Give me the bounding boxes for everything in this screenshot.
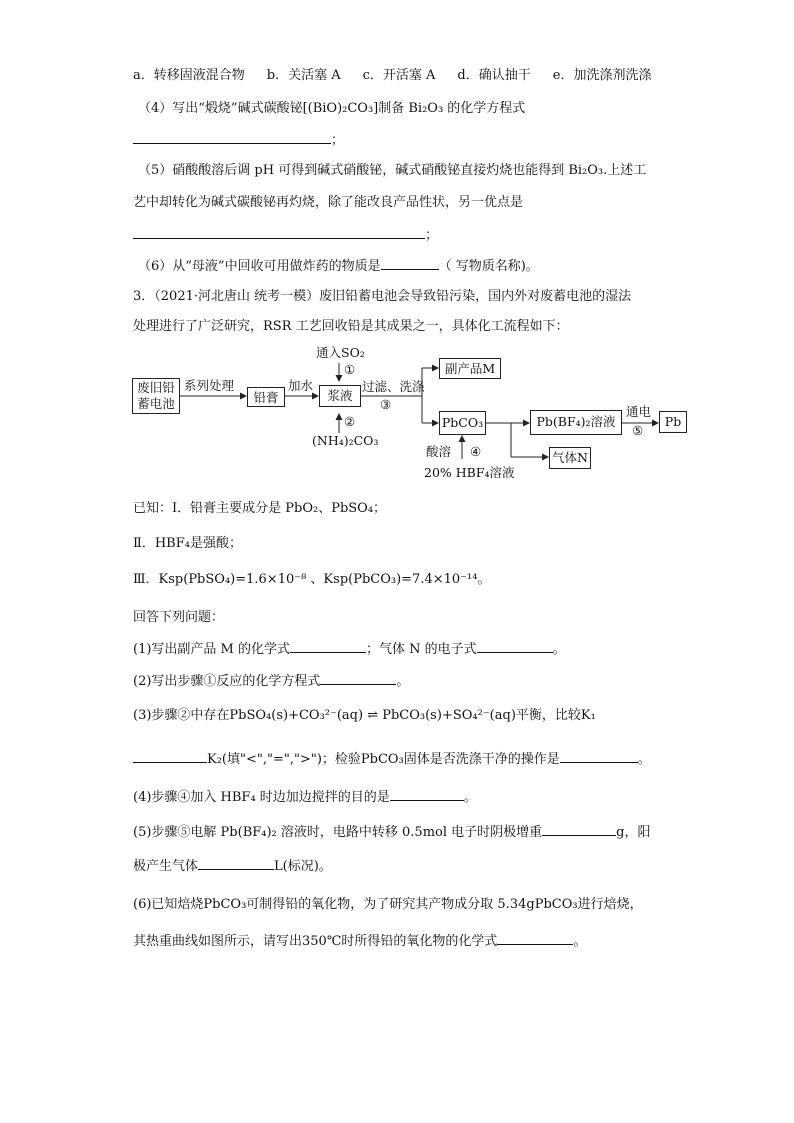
box-waste-battery: 废旧铅 蓄电池 — [132, 378, 180, 414]
s1-blank-formula[interactable] — [290, 640, 366, 653]
s4-blank[interactable] — [390, 788, 464, 801]
option-e: e．加洗涤剂洗涤 — [552, 68, 652, 83]
problem3-line2: 处理进行了广泛研究，RSR 工艺回收铅是其成果之一，具体化工流程如下： — [133, 319, 569, 334]
options-row — [133, 67, 651, 85]
s1-blank-electron[interactable] — [477, 640, 553, 653]
box-pb-bf4-solution: Pb(BF₄)₂溶液 — [530, 410, 622, 435]
label-step3: ③ — [380, 397, 392, 412]
label-step4: ④ — [470, 444, 482, 459]
q6-line: （6）从“母液”中回收可用做炸药的物质是 （ 写物质名称)。 — [138, 259, 539, 274]
sub-q5-line2: 极产生气体 L(标况)。 — [133, 859, 332, 874]
option-a: a．转移固液混合物 — [133, 68, 245, 83]
label-series-treatment: 系列处理 — [184, 378, 235, 393]
q5-line2: 艺中却转化为碱式碳酸铋再灼烧，除了能改良产品性状，另一优点是 — [133, 195, 524, 210]
sub-q2: (2)写出步骤①反应的化学方程式 。 — [133, 674, 410, 689]
box-pb: Pb — [659, 411, 687, 433]
label-electrify: 通电 — [626, 404, 652, 419]
s2-blank[interactable] — [320, 672, 396, 685]
label-step1: ① — [344, 362, 356, 377]
label-filter-wash: 过滤、洗涤 — [362, 379, 425, 394]
sub-q3-line2: K₂(填"<","=",">")；检验PbCO₃固体是否洗涤干净的操作是 。 — [133, 750, 651, 769]
s6-blank[interactable] — [497, 932, 573, 945]
sub-q3-line1: (3)步骤②中存在PbSO₄(s)+CO₃²⁻(aq) ⇌ PbCO₃(s)+SO₄²⁻(aq)平衡，比较K₁ — [133, 708, 596, 723]
sub-q6-line2: 其热重曲线如图所示，请写出350℃时所得铅的氧化物的化学式 。 — [133, 934, 587, 949]
label-ammonium-carbonate: (NH₄)₂CO₃ — [312, 433, 379, 448]
known-ii: Ⅱ．HBF₄是强酸； — [133, 536, 242, 551]
label-step2: ② — [344, 414, 356, 429]
label-hbf4-solution: 20% HBF₄溶液 — [424, 465, 515, 480]
q5-blank[interactable] — [133, 226, 425, 239]
q4-blank[interactable] — [133, 131, 331, 144]
sub-q4: (4)步骤④加入 HBF₄ 时边加边搅拌的目的是 。 — [133, 790, 477, 805]
label-so2: 通入SO₂ — [316, 345, 365, 360]
problem3-line1: 3．（2021·河北唐山 统考一模）废旧铅蓄电池会导致铅污染，国内外对废蓄电池的湿法 — [133, 289, 632, 304]
s3-blank-operation[interactable] — [560, 750, 638, 763]
s5-blank-mass[interactable] — [542, 823, 616, 836]
s3-blank-compare[interactable] — [133, 750, 207, 763]
sub-q6-line1: (6)已知焙烧PbCO₃可制得铅的氧化物，为了研究其产物成分取 5.34gPbCO₃进行焙烧， — [133, 897, 643, 912]
process-flowchart — [130, 343, 690, 488]
q4-answer-line: ； — [133, 131, 344, 150]
q4-text: （4）写出“煅烧”碱式碳酸铋[(BiO)₂CO₃]制备 Bi₂O₃ 的化学方程式 — [138, 101, 526, 116]
s5-blank-volume[interactable] — [198, 857, 274, 870]
option-d: d．确认抽干 — [457, 68, 531, 83]
known-i: 已知：Ⅰ．铅膏主要成分是 PbO₂、PbSO₄； — [133, 501, 387, 516]
q6-blank[interactable] — [381, 257, 439, 270]
label-acid-dissolve: 酸溶 — [426, 444, 452, 459]
box-slurry: 浆液 — [319, 385, 361, 407]
box-gas-n: 气体N — [549, 447, 591, 469]
q5-answer-line: ； — [133, 226, 438, 245]
q5-line1: （5）硝酸酸溶后调 pH 可得到碱式硝酸铋，碱式硝酸铋直接灼烧也能得到 Bi₂O₃.上述工 — [138, 163, 647, 178]
sub-q5-line1: (5)步骤⑤电解 Pb(BF₄)₂ 溶液时，电路中转移 0.5mol 电子时阴极增重 g，阳 — [133, 825, 651, 840]
box-byproduct-m: 副产品M — [439, 358, 501, 379]
sub-q1: (1)写出副产品 M 的化学式 ；气体 N 的电子式 。 — [133, 642, 566, 657]
known-iii: Ⅲ．Ksp(PbSO₄)=1.6×10⁻⁸ 、Ksp(PbCO₃)=7.4×10⁻¹⁴。 — [133, 572, 491, 587]
box-lead-paste: 铅膏 — [247, 387, 285, 407]
box-pbco3: PbCO₃ — [439, 411, 486, 435]
option-b: b．关活塞 A — [266, 68, 341, 83]
label-step5: ⑤ — [632, 423, 644, 438]
label-add-water: 加水 — [288, 378, 314, 393]
option-c: c．开活塞 A — [362, 68, 436, 83]
answer-intro: 回答下列问题： — [133, 610, 225, 625]
